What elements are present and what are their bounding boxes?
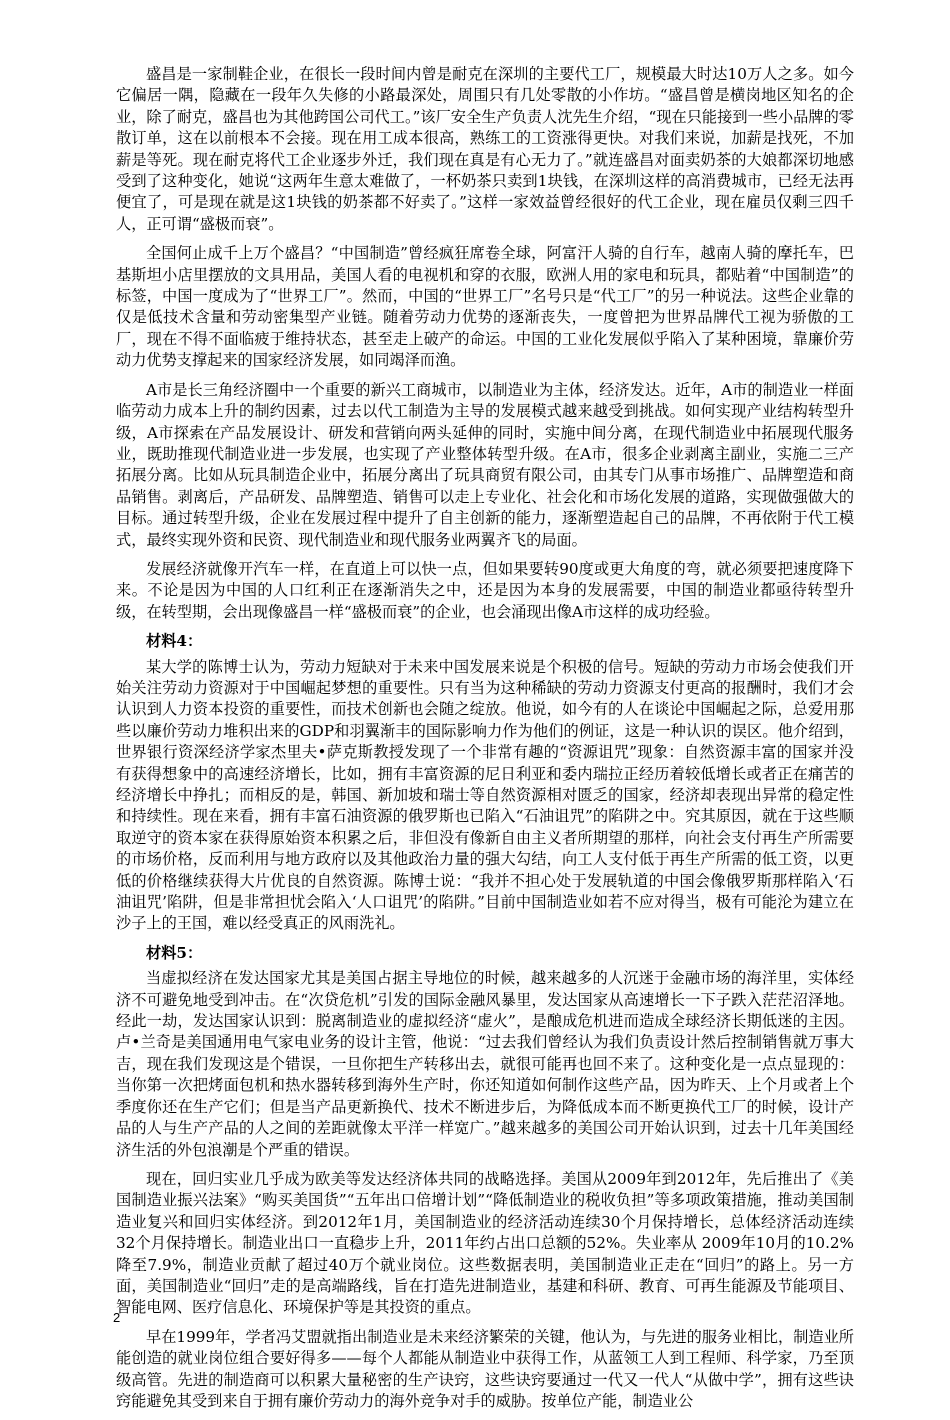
paragraph: 早在1999年，学者冯艾盟就指出制造业是未来经济繁荣的关键，他认为，与先进的服务业相比，制造业所能创造的就业岗位组合要好得多——每个人都能从制造业中获得工作，从蓝领工人到工程师、科学家，乃至顶级高管。先进的制造商可以积累大量秘密的生产诀窍，这些诀窍要通过一代又一代人“从做中学”，拥有这些诀窍能避免其受到来自于拥有廉价劳动力的海外竞争对手的威胁。按单位产能，制造业公 xyxy=(116,1327,854,1410)
page-number: 2 xyxy=(113,1310,121,1325)
paragraph: A市是长三角经济圈中一个重要的新兴工商城市，以制造业为主体，经济发达。近年，A市的制造业一样面临劳动力成本上升的制约因素，过去以代工制造为主导的发展模式越来越受到挑战。如何实现产业结构转型升级，A市探索在产品发展设计、研发和营销向两头延伸的同时，实施中间分离，在现代制造业中拓展现代服务业，既助推现代制造业进一步发展，也实现了产业整体转型升级。在A市，很多企业剥离主副业，实施二三产拓展分离。比如从玩具制造企业中，拓展分离出了玩具商贸有限公司，由其专门从事市场推广、品牌塑造和商品销售。剥离后，产品研发、品牌塑造、销售可以走上专业化、社会化和市场化发展的道路，实现做强做大的目标。通过转型升级，企业在发展过程中提升了自主创新的能力，逐渐塑造起自己的品牌，不再依附于代工模式，最终实现外资和民资、现代制造业和现代服务业两翼齐飞的局面。 xyxy=(116,380,854,549)
document-body xyxy=(116,64,854,1420)
paragraph: 全国何止成千上万个盛昌？“中国制造”曾经疯狂席卷全球，阿富汗人骑的自行车，越南人骑的摩托车，巴基斯坦小店里摆放的文具用品，美国人看的电视机和穿的衣服，欧洲人用的家电和玩具，都贴着“中国制造”的标签，中国一度成为了“世界工厂”。然而，中国的“世界工厂”名号只是“代工厂”的另一种说法。这些企业靠的仅是低技术含量和劳动密集型产业链。随着劳动力优势的逐渐丧失，一度曾把为世界品牌代工视为骄傲的工厂，现在不得不面临疲于维持状态，甚至走上破产的命运。中国的工业化发展似乎陷入了某种困境，靠廉价劳动力优势支撑起来的国家经济发展，如同竭泽而渔。 xyxy=(116,244,854,370)
section-heading-material-4: 材料4： xyxy=(146,632,203,651)
paragraph: 盛昌是一家制鞋企业，在很长一段时间内曾是耐克在深圳的主要代工厂，规模最大时达10万人之多。如今它偏居一隅，隐藏在一段年久失修的小路最深处，周围只有几处零散的小作坊。“盛昌曾是横岗地区知名的企业，除了耐克，盛昌也为其他跨国公司代工。”该厂安全生产负责人沈先生介绍，“现在只能接到一些小品牌的零散订单，这在以前根本不会接。现在用工成本很高，熟练工的工资涨得更快。对我们来说，加薪是找死，不加薪是等死。现在耐克将代工企业逐步外迁，我们现在真是有心无力了。”就连盛昌对面卖奶茶的大娘都深切地感受到了这种变化，她说“这两年生意太难做了，一杯奶茶只卖到1块钱，在深圳这样的高消费城市，已经无法再便宜了，可是现在就是这1块钱的奶茶都不好卖了。”这样一家效益曾经很好的代工企业，现在雇员仅剩三四千人，正可谓“盛极而衰”。 xyxy=(116,65,854,233)
section-heading-material-5: 材料5： xyxy=(146,943,203,962)
paragraph: 某大学的陈博士认为，劳动力短缺对于未来中国发展来说是个积极的信号。短缺的劳动力市场会使我们开始关注劳动力资源对于中国崛起梦想的重要性。只有当为这种稀缺的劳动力资源支付更高的报酬时，我们才会认识到人力资本投资的重要性，而技术创新也会随之绽放。他说，如今有的人在谈论中国崛起之际，总爱用那些以廉价劳动力堆积出来的GDP和羽翼渐丰的国际影响力作为他们的例证，这是一种认识的误区。他介绍到，世界银行资深经济学家杰里夫•萨克斯教授发现了一个非常有趣的“资源诅咒”现象：自然资源丰富的国家并没有获得想象中的高速经济增长，比如，拥有丰富资源的尼日利亚和委内瑞拉正经历着较低增长或者正在痛苦的经济增长中挣扎；而相反的是，韩国、新加坡和瑞士等自然资源相对匮乏的国家，经济却表现出异常的稳定性和持续性。现在来看，拥有丰富石油资源的俄罗斯也已陷入“石油诅咒”的陷阱之中。究其原因，就在于这些顺取逆守的资本家在获得原始资本积累之后，非但没有像新自由主义者所期望的那样，向社会支付再生产所需要的市场价格，反而利用与地方政府以及其他政治力量的强大勾结，向工人支付低于再生产所需的低工资，以更低的价格继续获得大片优良的自然资源。陈博士说：“我并不担心处于发展轨道的中国会像俄罗斯那样陷入‘石油诅咒’陷阱，但是非常担忧会陷入‘人口诅咒’的陷阱。”目前中国制造业如若不应对得当，极有可能沦为建立在沙子上的王国，难以经受真正的风雨洗礼。 xyxy=(116,657,854,933)
paragraph: 发展经济就像开汽车一样，在直道上可以快一点，但如果要转90度或更大角度的弯，就必须要把速度降下来。不论是因为中国的人口红利正在逐渐消失之中，还是因为本身的发展需要，中国的制造业都亟待转型升级，在转型期，会出现像盛昌一样“盛极而衰”的企业，也会涌现出像A市这样的成功经验。 xyxy=(116,559,854,621)
paragraph: 现在，回归实业几乎成为欧美等发达经济体共同的战略选择。美国从2009年到2012年，先后推出了《美国制造业振兴法案》“购买美国货”“五年出口倍增计划”“降低制造业的税收负担”等多项政策措施，推动美国制造业复兴和回归实体经济。到2012年1月，美国制造业的经济活动连续30个月保持增长，总体经济活动连续32个月保持增长。制造业出口一直稳步上升，2011年约占出口总额的52%。失业率从 2009年10月的10.2%降至7.9%，制造业贡献了超过40万个就业岗位。这些数据表明，美国制造业正走在“回归”的路上。另一方面，美国制造业“回归”走的是高端路线，旨在打造先进制造业，基建和科研、教育、可再生能源及节能项目、智能电网、医疗信息化、环境保护等是其投资的重点。 xyxy=(116,1169,854,1317)
paragraph: 当虚拟经济在发达国家尤其是美国占据主导地位的时候，越来越多的人沉迷于金融市场的海洋里，实体经济不可避免地受到冲击。在“次贷危机”引发的国际金融风暴里，发达国家从高速增长一下子跌入茫茫沼泽地。经此一劫，发达国家认识到：脱离制造业的虚拟经济“虚火”，是酿成危机进而造成全球经济长期低迷的主因。卢•兰奇是美国通用电气家电业务的设计主管，他说：“过去我们曾经认为我们负责设计然后控制销售就万事大吉，现在我们发现这是个错误，一旦你把生产转移出去，就很可能再也回不来了。这种变化是一点点显现的：当你第一次把烤面包机和热水器转移到海外生产时，你还知道如何制作这些产品，因为昨天、上个月或者上个季度你还在生产它们；但是当产品更新换代、技术不断进步后，为降低成本而不断更换代工厂的时候，设计产品的人与生产产品的人之间的差距就像太平洋一样宽广。”越来越多的美国公司开始认识到，过去十几年美国经济生活的外包浪潮是个严重的错误。 xyxy=(116,969,854,1159)
